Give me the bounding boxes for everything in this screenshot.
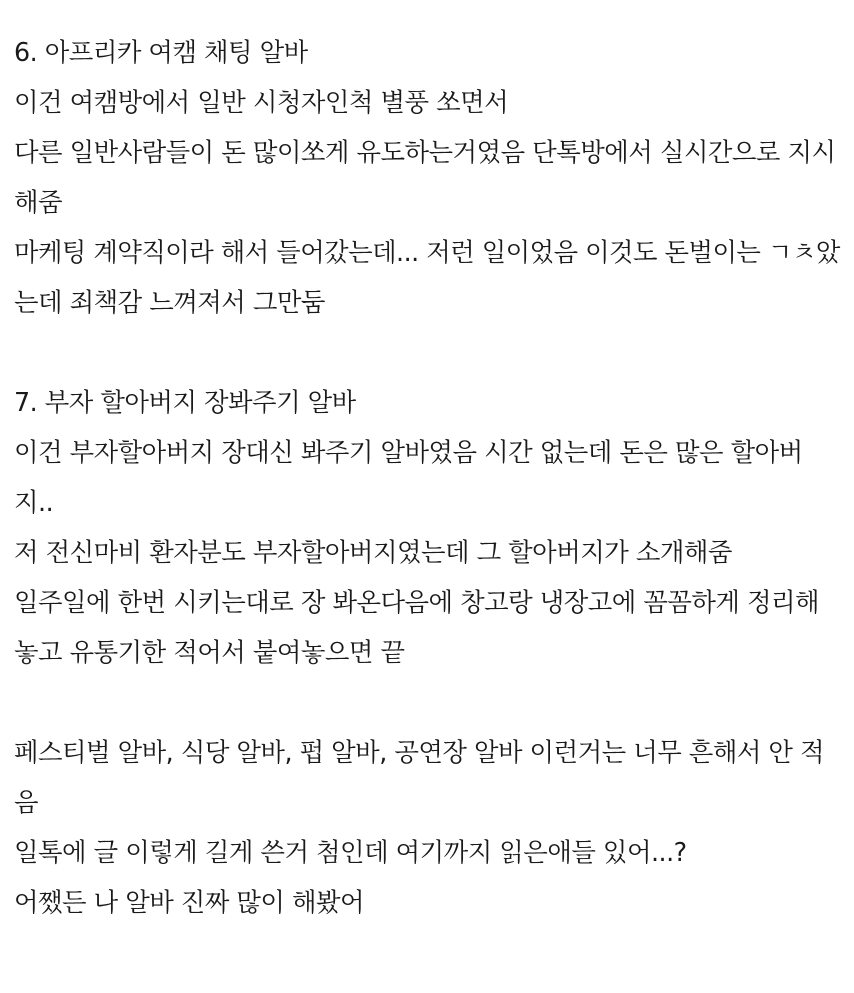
section-title: 7. 부자 할아버지 장봐주기 알바 bbox=[14, 388, 356, 418]
paragraph-gap bbox=[14, 678, 844, 728]
text-line: 이건 여캠방에서 일반 시청자인척 별풍 쏘면서 bbox=[14, 88, 509, 118]
text-line: 이건 부자할아버지 장대신 봐주기 알바였음 시간 없는데 돈은 많은 할아버 bbox=[14, 438, 803, 468]
paragraph-gap bbox=[14, 328, 844, 378]
post-body bbox=[14, 28, 844, 928]
text-line: 페스티벌 알바, 식당 알바, 펍 알바, 공연장 알바 이런거는 너무 흔해서 안 적 bbox=[14, 738, 825, 768]
text-line: 는데 죄책감 느껴져서 그만둠 bbox=[14, 288, 325, 318]
text-line: 마케팅 계약직이라 해서 들어갔는데... 저런 일이었음 이것도 돈벌이는 ㄱㅊ았 bbox=[14, 238, 840, 268]
section-title: 6. 아프리카 여캠 채팅 알바 bbox=[14, 38, 308, 68]
text-line: 다른 일반사람들이 돈 많이쏘게 유도하는거였음 단톡방에서 실시간으로 지시 bbox=[14, 138, 836, 168]
text-line: 음 bbox=[14, 788, 39, 818]
text-line: 지.. bbox=[14, 488, 54, 518]
section-afreeca-chat-job bbox=[14, 28, 844, 328]
section-grocery-job bbox=[14, 378, 844, 678]
text-line: 어쨌든 나 알바 진짜 많이 해봤어 bbox=[14, 888, 365, 918]
section-closing bbox=[14, 728, 844, 928]
text-line: 저 전신마비 환자분도 부자할아버지였는데 그 할아버지가 소개해줌 bbox=[14, 538, 732, 568]
text-line: 해줌 bbox=[14, 188, 63, 218]
text-line: 놓고 유통기한 적어서 붙여놓으면 끝 bbox=[14, 638, 405, 668]
text-line: 일주일에 한번 시키는대로 장 봐온다음에 창고랑 냉장고에 꼼꼼하게 정리해 bbox=[14, 588, 820, 618]
text-line: 일톡에 글 이렇게 길게 쓴거 첨인데 여기까지 읽은애들 있어...? bbox=[14, 838, 687, 868]
